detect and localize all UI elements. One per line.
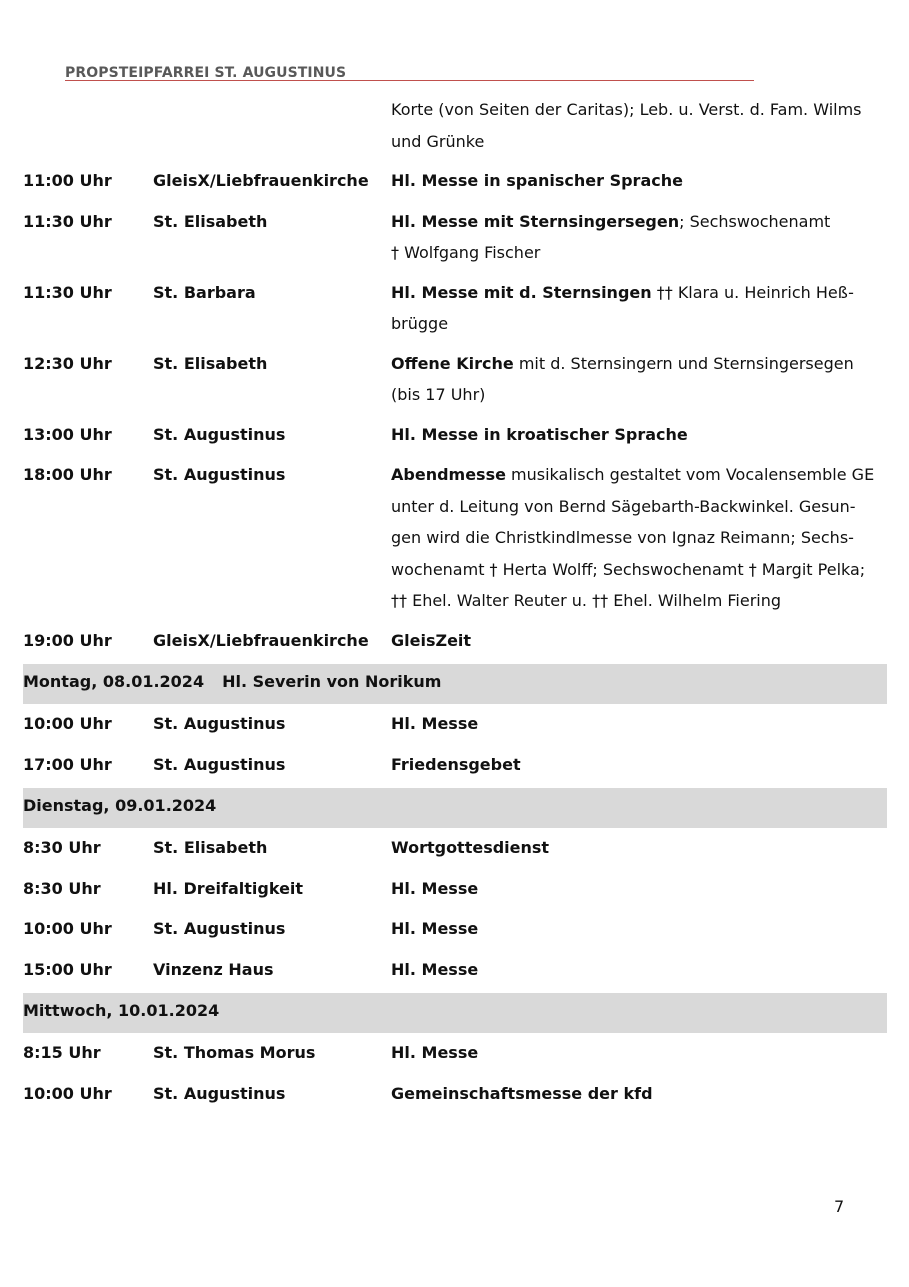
- schedule-row: [23, 417, 887, 458]
- time: 8:30 Uhr: [23, 878, 101, 898]
- schedule-row: [23, 706, 887, 747]
- day-date: Dienstag, 09.01.2024: [23, 796, 217, 815]
- schedule-row: [23, 830, 887, 871]
- location: St. Elisabeth: [153, 211, 268, 231]
- desc-text: musikalisch gestaltet vom Vocalensemble GE: [505, 465, 875, 484]
- schedule-row: [23, 457, 887, 623]
- desc-text: wochenamt † Herta Wolff; Sechswochenamt † Margit Pelka;: [391, 559, 866, 579]
- day-date: Mittwoch, 10.01.2024: [23, 1001, 220, 1020]
- time: 8:15 Uhr: [23, 1043, 101, 1062]
- schedule: [23, 92, 887, 1116]
- time: 17:00 Uhr: [23, 754, 112, 774]
- location: St. Augustinus: [153, 754, 286, 774]
- schedule-row: [23, 1076, 887, 1117]
- service-title: Gemeinschaftsmesse der kfd: [391, 1083, 653, 1103]
- schedule-row: [23, 163, 887, 204]
- location: St. Thomas Morus: [153, 1043, 316, 1062]
- desc-text: † Wolfgang Fischer: [391, 243, 541, 262]
- schedule-row: [23, 911, 887, 952]
- location: St. Augustinus: [153, 919, 286, 938]
- service-title: Hl. Messe: [391, 959, 479, 979]
- service-title: Wortgottesdienst: [391, 838, 550, 857]
- page-header: [65, 62, 754, 81]
- service-title: Hl. Messe in spanischer Sprache: [391, 171, 683, 190]
- location: St. Elisabeth: [153, 838, 268, 857]
- service-title: Hl. Messe: [391, 1043, 479, 1062]
- service-title: Hl. Messe: [391, 919, 479, 938]
- location: GleisX/Liebfrauenkirche: [153, 630, 369, 650]
- location: St. Augustinus: [153, 465, 286, 484]
- desc-text: unter d. Leitung von Bernd Sägebarth-Backwinkel. Gesun-: [391, 496, 856, 516]
- desc-text: brügge: [391, 314, 449, 333]
- day-date: Montag, 08.01.2024: [23, 672, 205, 691]
- time: 18:00 Uhr: [23, 465, 112, 484]
- service-title: Hl. Messe: [391, 714, 479, 733]
- schedule-row: [23, 204, 887, 275]
- time: 19:00 Uhr: [23, 630, 112, 650]
- time: 10:00 Uhr: [23, 1083, 112, 1103]
- service-title: Friedensgebet: [391, 754, 521, 774]
- time: 8:30 Uhr: [23, 838, 101, 857]
- location: GleisX/Liebfrauenkirche: [153, 171, 369, 190]
- service-title: GleisZeit: [391, 630, 472, 650]
- desc-text: (bis 17 Uhr): [391, 385, 486, 404]
- day-header: [23, 664, 887, 704]
- location: St. Augustinus: [153, 424, 286, 444]
- desc-text: gen wird die Christkindlmesse von Ignaz Reimann; Sechs-: [391, 528, 854, 547]
- desc-text: Korte (von Seiten der Caritas); Leb. u. Verst. d. Fam. Wilms: [391, 100, 862, 119]
- page-number: 7: [834, 1197, 845, 1216]
- location: Hl. Dreifaltigkeit: [153, 878, 304, 898]
- service-title: Hl. Messe mit Sternsingersegen: [391, 211, 680, 231]
- time: 10:00 Uhr: [23, 919, 112, 938]
- schedule-row: [23, 952, 887, 993]
- service-title: Hl. Messe: [391, 878, 479, 898]
- day-feast: Hl. Severin von Norikum: [222, 672, 442, 691]
- day-header: [23, 993, 887, 1033]
- time: 11:30 Uhr: [23, 282, 112, 302]
- location: St. Elisabeth: [153, 353, 268, 373]
- location: St. Augustinus: [153, 1083, 286, 1103]
- parish-title: PROPSTEIPFARREI ST. AUGUSTINUS: [65, 65, 347, 81]
- desc-text: mit d. Sternsingern und Sternsingersegen: [513, 353, 854, 373]
- service-title: Hl. Messe mit d. Sternsingen: [391, 282, 652, 302]
- desc-text: ; Sechswochenamt: [679, 211, 831, 231]
- time: 11:30 Uhr: [23, 211, 112, 231]
- time: 13:00 Uhr: [23, 424, 112, 444]
- schedule-row: [23, 871, 887, 912]
- service-title: Offene Kirche: [391, 353, 514, 373]
- schedule-row: [23, 275, 887, 346]
- desc-text: und Grünke: [391, 131, 485, 151]
- time: 15:00 Uhr: [23, 959, 112, 979]
- continuation-row: [23, 92, 887, 163]
- desc-text: †† Klara u. Heinrich Heß-: [651, 282, 854, 302]
- time: 11:00 Uhr: [23, 171, 112, 190]
- schedule-row: [23, 623, 887, 664]
- time: 12:30 Uhr: [23, 353, 112, 373]
- desc-text: †† Ehel. Walter Reuter u. †† Ehel. Wilhelm Fiering: [391, 591, 782, 610]
- day-header: [23, 788, 887, 828]
- service-title: Hl. Messe in kroatischer Sprache: [391, 424, 688, 444]
- schedule-row: [23, 346, 887, 417]
- location: Vinzenz Haus: [153, 959, 274, 979]
- location: St. Barbara: [153, 282, 256, 302]
- service-title: Abendmesse: [391, 465, 506, 484]
- location: St. Augustinus: [153, 714, 286, 733]
- schedule-row: [23, 1035, 887, 1076]
- time: 10:00 Uhr: [23, 714, 112, 733]
- schedule-row: [23, 747, 887, 788]
